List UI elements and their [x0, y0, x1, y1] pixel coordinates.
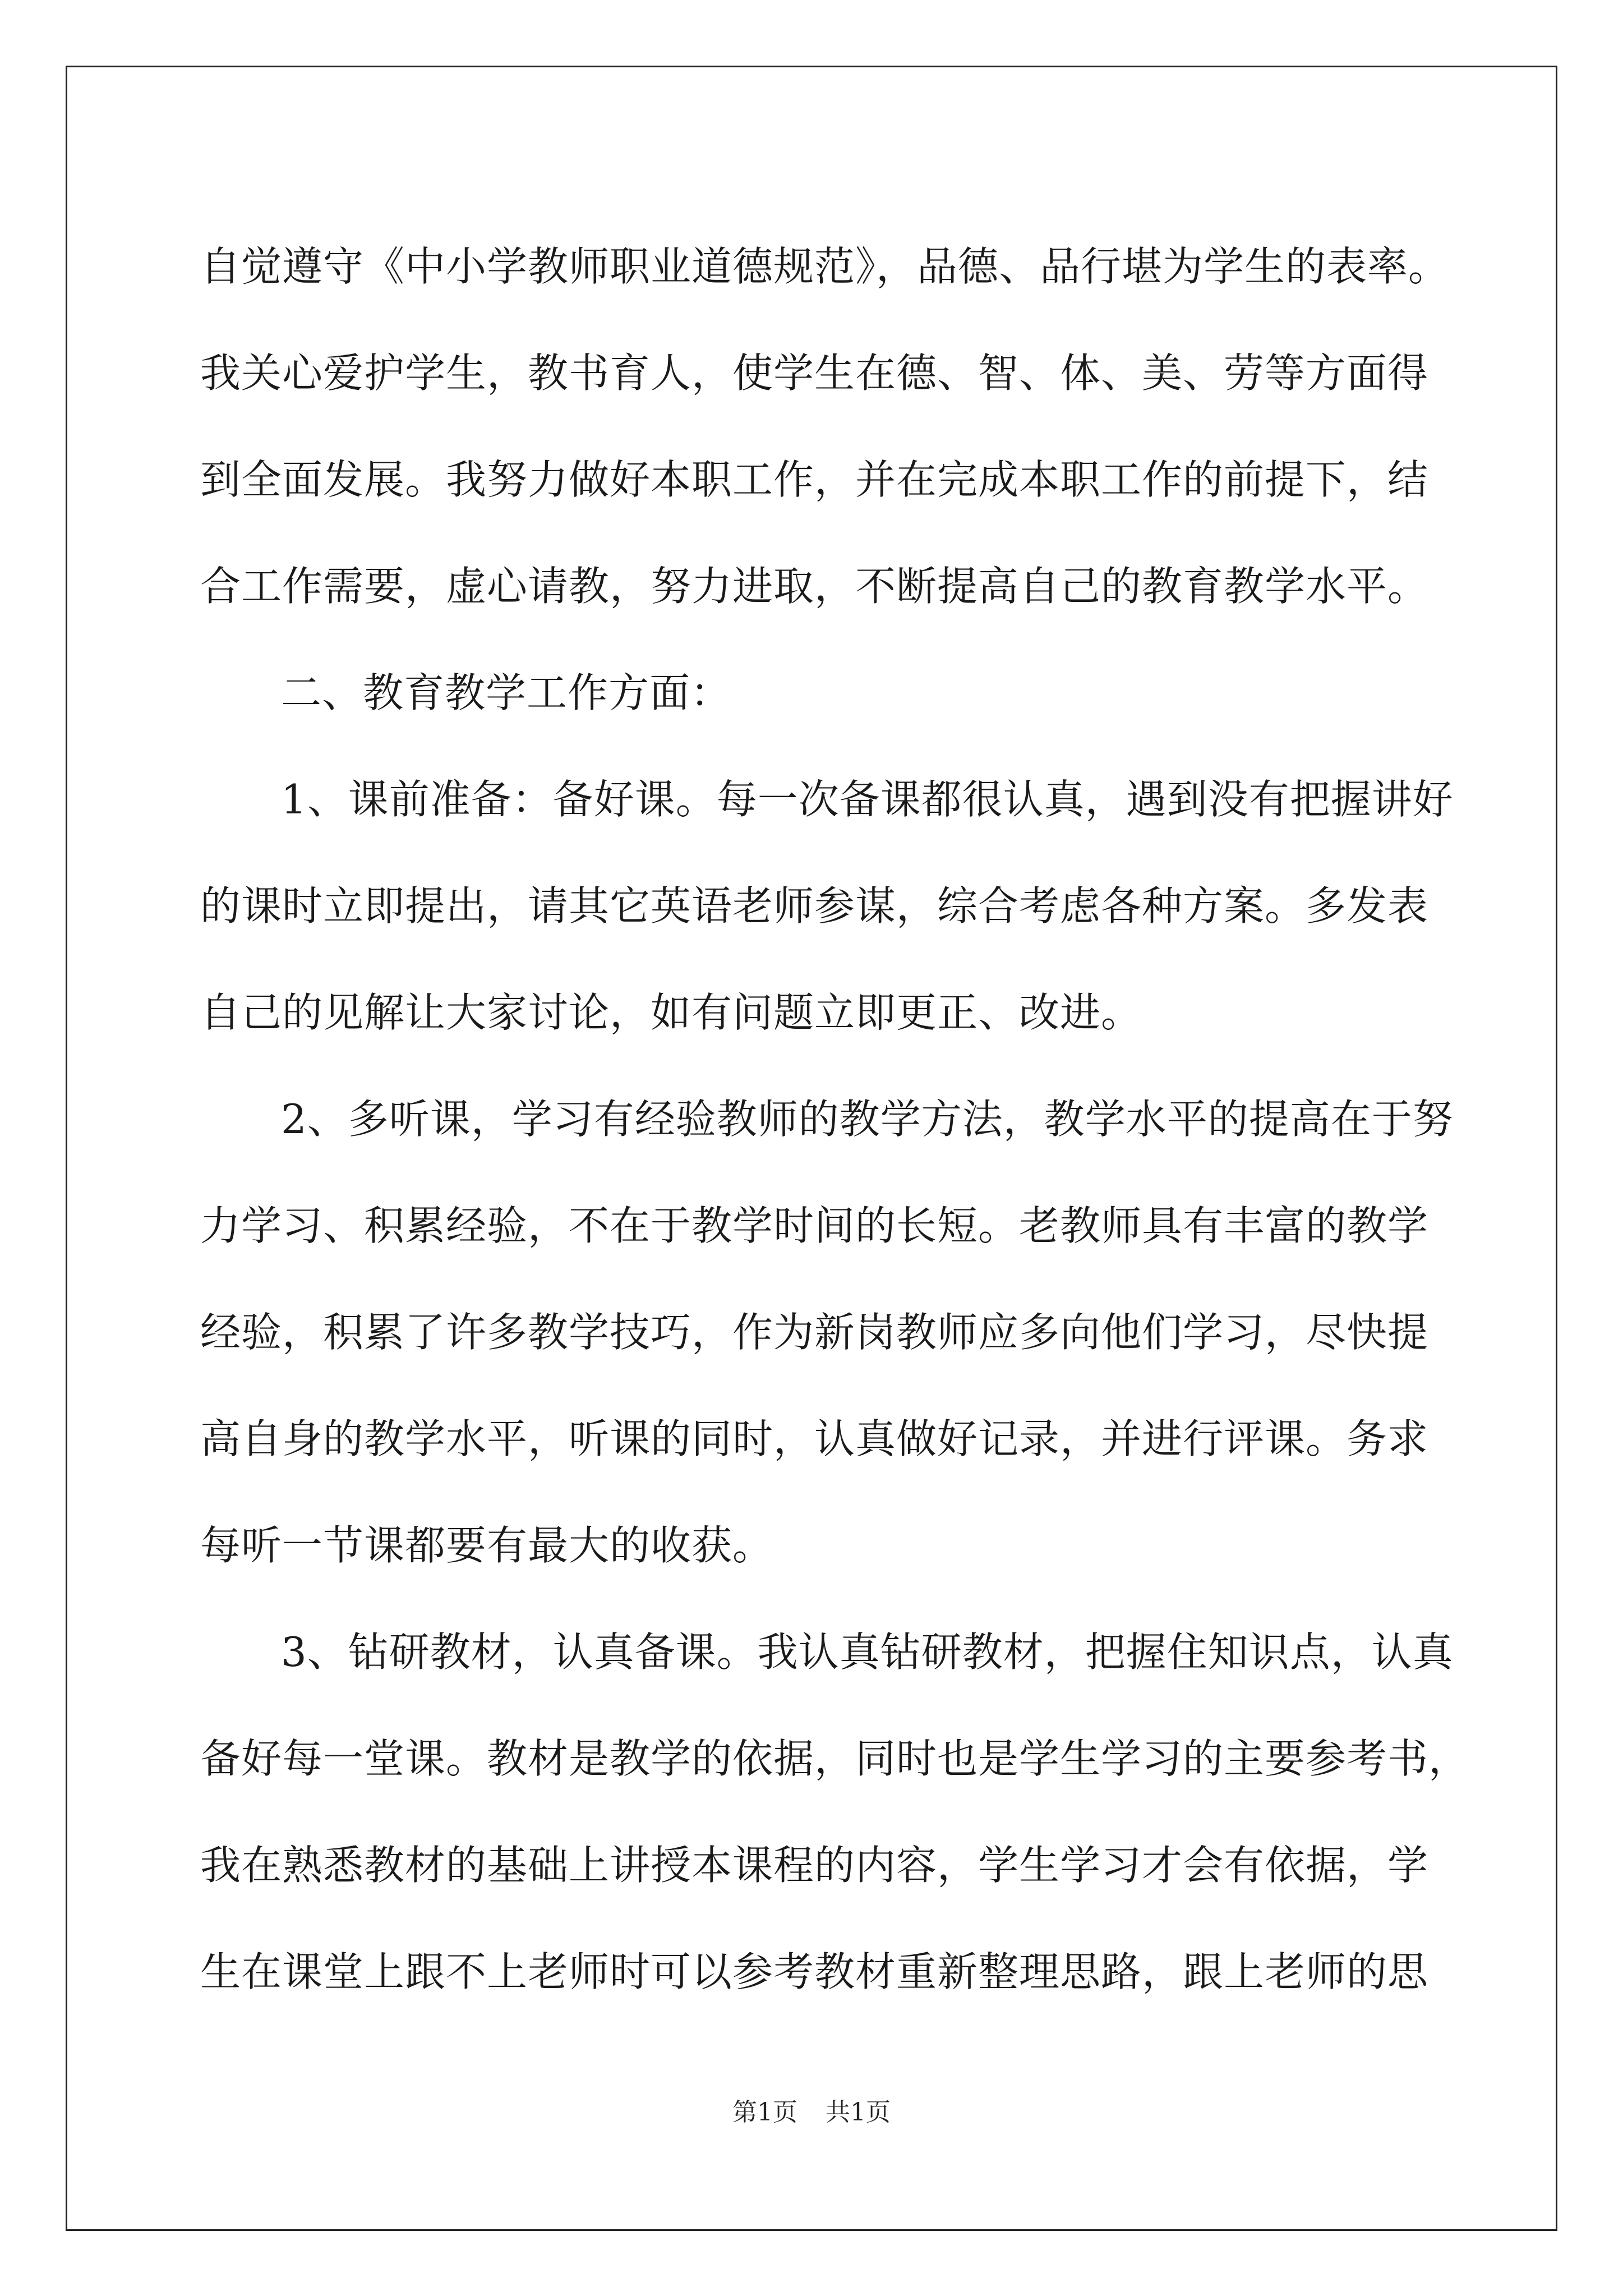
text-line: 生在课堂上跟不上老师时可以参考教材重新整理思路，跟上老师的思 [200, 1948, 1429, 1995]
page-footer [0, 2096, 1623, 2129]
section-heading: 二、教育教学工作方面： [281, 669, 732, 716]
text-line: 自觉遵守《中小学教师职业道德规范》，品德、品行堪为学生的表率。 [200, 243, 1450, 290]
page-total: 共1页 [826, 2098, 891, 2127]
document-body [200, 213, 1470, 2025]
text-line: 我关心爱护学生，教书育人，使学生在德、智、体、美、劳等方面得 [200, 349, 1429, 397]
text-line: 2、多听课，学习有经验教师的教学方法，教学水平的提高在于努 [281, 1096, 1454, 1143]
text-line: 3、钻研教材，认真备课。我认真钻研教材，把握住知识点，认真 [281, 1628, 1454, 1676]
text-line: 备好每一堂课。教材是教学的依据，同时也是学生学习的主要参考书， [200, 1735, 1470, 1782]
text-line: 每听一节课都要有最大的收获。 [200, 1522, 774, 1569]
text-line: 1、课前准备：备好课。每一次备课都很认真，遇到没有把握讲好 [281, 776, 1454, 823]
text-line: 到全面发展。我努力做好本职工作，并在完成本职工作的前提下，结 [200, 456, 1429, 503]
page-number: 第1页 [732, 2098, 797, 2127]
text-line: 高自身的教学水平，听课的同时，认真做好记录，并进行评课。务求 [200, 1415, 1429, 1462]
text-line: 合工作需要，虚心请教，努力进取，不断提高自己的教育教学水平。 [200, 563, 1429, 610]
text-line: 力学习、积累经验，不在于教学时间的长短。老教师具有丰富的教学 [200, 1202, 1429, 1249]
text-line: 的课时立即提出，请其它英语老师参谋，综合考虑各种方案。多发表 [200, 882, 1429, 930]
text-line: 自己的见解让大家讨论，如有问题立即更正、改进。 [200, 989, 1142, 1036]
text-line: 经验，积累了许多教学技巧，作为新岗教师应多向他们学习，尽快提 [200, 1309, 1429, 1356]
text-line: 我在熟悉教材的基础上讲授本课程的内容，学生学习才会有依据，学 [200, 1842, 1429, 1889]
